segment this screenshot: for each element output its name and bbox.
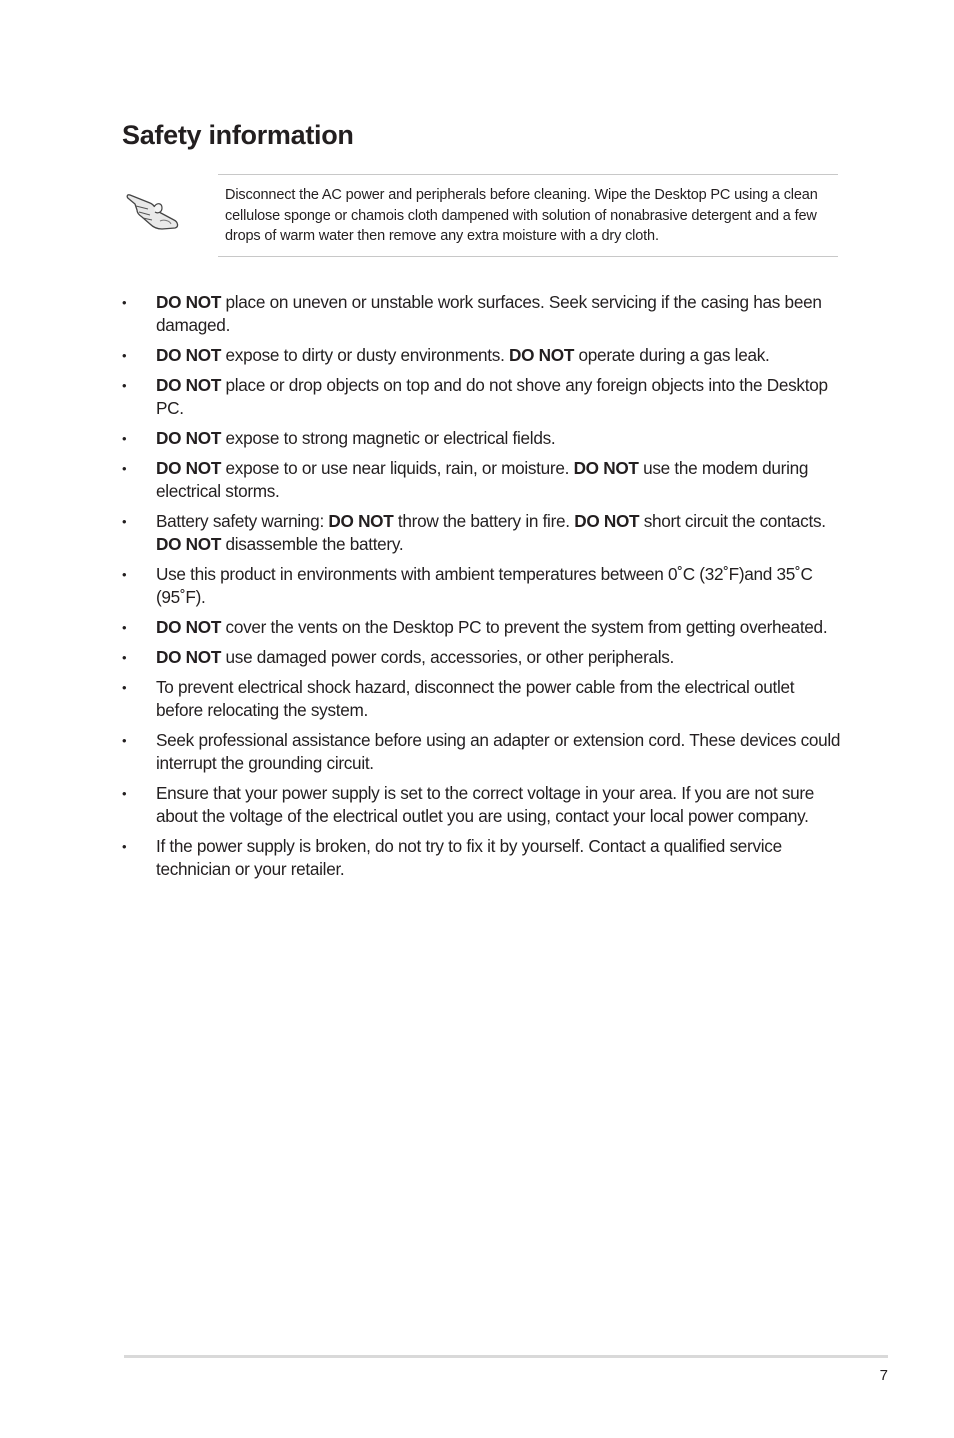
warning-emphasis: DO NOT [328, 511, 394, 531]
bullet: • [122, 786, 127, 801]
item-text: use damaged power cords, accessories, or other peripherals. [221, 647, 675, 667]
list-item [122, 835, 842, 881]
item-text: expose to dirty or dusty environments. [221, 345, 510, 365]
list-item [122, 616, 842, 639]
page-title: Safety information [122, 120, 354, 150]
list-item [122, 729, 842, 775]
list-item [122, 676, 842, 722]
list-item [122, 782, 842, 828]
note-text: Disconnect the AC power and peripherals before cleaning. Wipe the Desktop PC using a clean cellulose sponge or chamois cloth dampened with solution of nonabrasive detergent and a few drops of warm water then remove any extra moisture with a dry cloth. [225, 187, 818, 245]
bullet: • [122, 620, 127, 635]
bullet: • [122, 295, 127, 310]
item-text: Use this product in environments with ambient temperatures between 0˚C (32˚F)and 35˚C (95˚F). [156, 564, 813, 607]
bullet: • [122, 431, 127, 446]
item-text: expose to or use near liquids, rain, or moisture. [221, 458, 574, 478]
warning-emphasis: DO NOT [156, 345, 222, 365]
item-text: place on uneven or unstable work surfaces. Seek servicing if the casing has been damaged. [156, 292, 822, 335]
bullet: • [122, 348, 127, 363]
safety-list [122, 291, 842, 888]
item-text: cover the vents on the Desktop PC to prevent the system from getting overheated. [221, 617, 828, 637]
item-text: Seek professional assistance before using an adapter or extension cord. These devices could interrupt the grounding circuit. [156, 730, 841, 773]
bullet: • [122, 650, 127, 665]
warning-emphasis: DO NOT [156, 617, 222, 637]
list-item [122, 563, 842, 609]
list-item [122, 344, 842, 367]
list-item [122, 646, 842, 669]
warning-emphasis: DO NOT [509, 345, 575, 365]
bullet: • [122, 378, 127, 393]
footer-divider [124, 1355, 888, 1358]
bullet: • [122, 461, 127, 476]
item-text: Ensure that your power supply is set to the correct voltage in your area. If you are not sure about the voltage of the electrical outlet you are using, contact your local power company. [156, 783, 815, 826]
list-item [122, 374, 842, 420]
item-text: operate during a gas leak. [574, 345, 770, 365]
item-text: place or drop objects on top and do not shove any foreign objects into the Desktop PC. [156, 375, 828, 418]
hand-pointer-icon [124, 184, 182, 232]
item-text: throw the battery in fire. [393, 511, 575, 531]
warning-emphasis: DO NOT [574, 511, 640, 531]
item-text: use the modem during electrical storms. [156, 458, 809, 501]
warning-emphasis: DO NOT [156, 375, 222, 395]
page-number: 7 [879, 1367, 888, 1384]
list-item [122, 291, 842, 337]
list-item [122, 510, 842, 556]
list-item [122, 427, 842, 450]
note-box [218, 174, 838, 257]
warning-emphasis: DO NOT [156, 428, 222, 448]
warning-emphasis: DO NOT [156, 292, 222, 312]
item-text: If the power supply is broken, do not try to fix it by yourself. Contact a qualified service technician or your retailer. [156, 836, 782, 879]
item-text: To prevent electrical shock hazard, disconnect the power cable from the electrical outlet before relocating the system. [156, 677, 795, 720]
bullet: • [122, 514, 127, 529]
item-text: disassemble the battery. [221, 534, 404, 554]
list-item [122, 457, 842, 503]
warning-emphasis: DO NOT [156, 458, 222, 478]
bullet: • [122, 733, 127, 748]
warning-emphasis: DO NOT [156, 647, 222, 667]
item-text: short circuit the contacts. [639, 511, 826, 531]
bullet: • [122, 567, 127, 582]
bullet: • [122, 839, 127, 854]
item-text: Battery safety warning: [156, 511, 329, 531]
bullet: • [122, 680, 127, 695]
item-text: expose to strong magnetic or electrical fields. [221, 428, 556, 448]
warning-emphasis: DO NOT [156, 534, 222, 554]
warning-emphasis: DO NOT [573, 458, 639, 478]
